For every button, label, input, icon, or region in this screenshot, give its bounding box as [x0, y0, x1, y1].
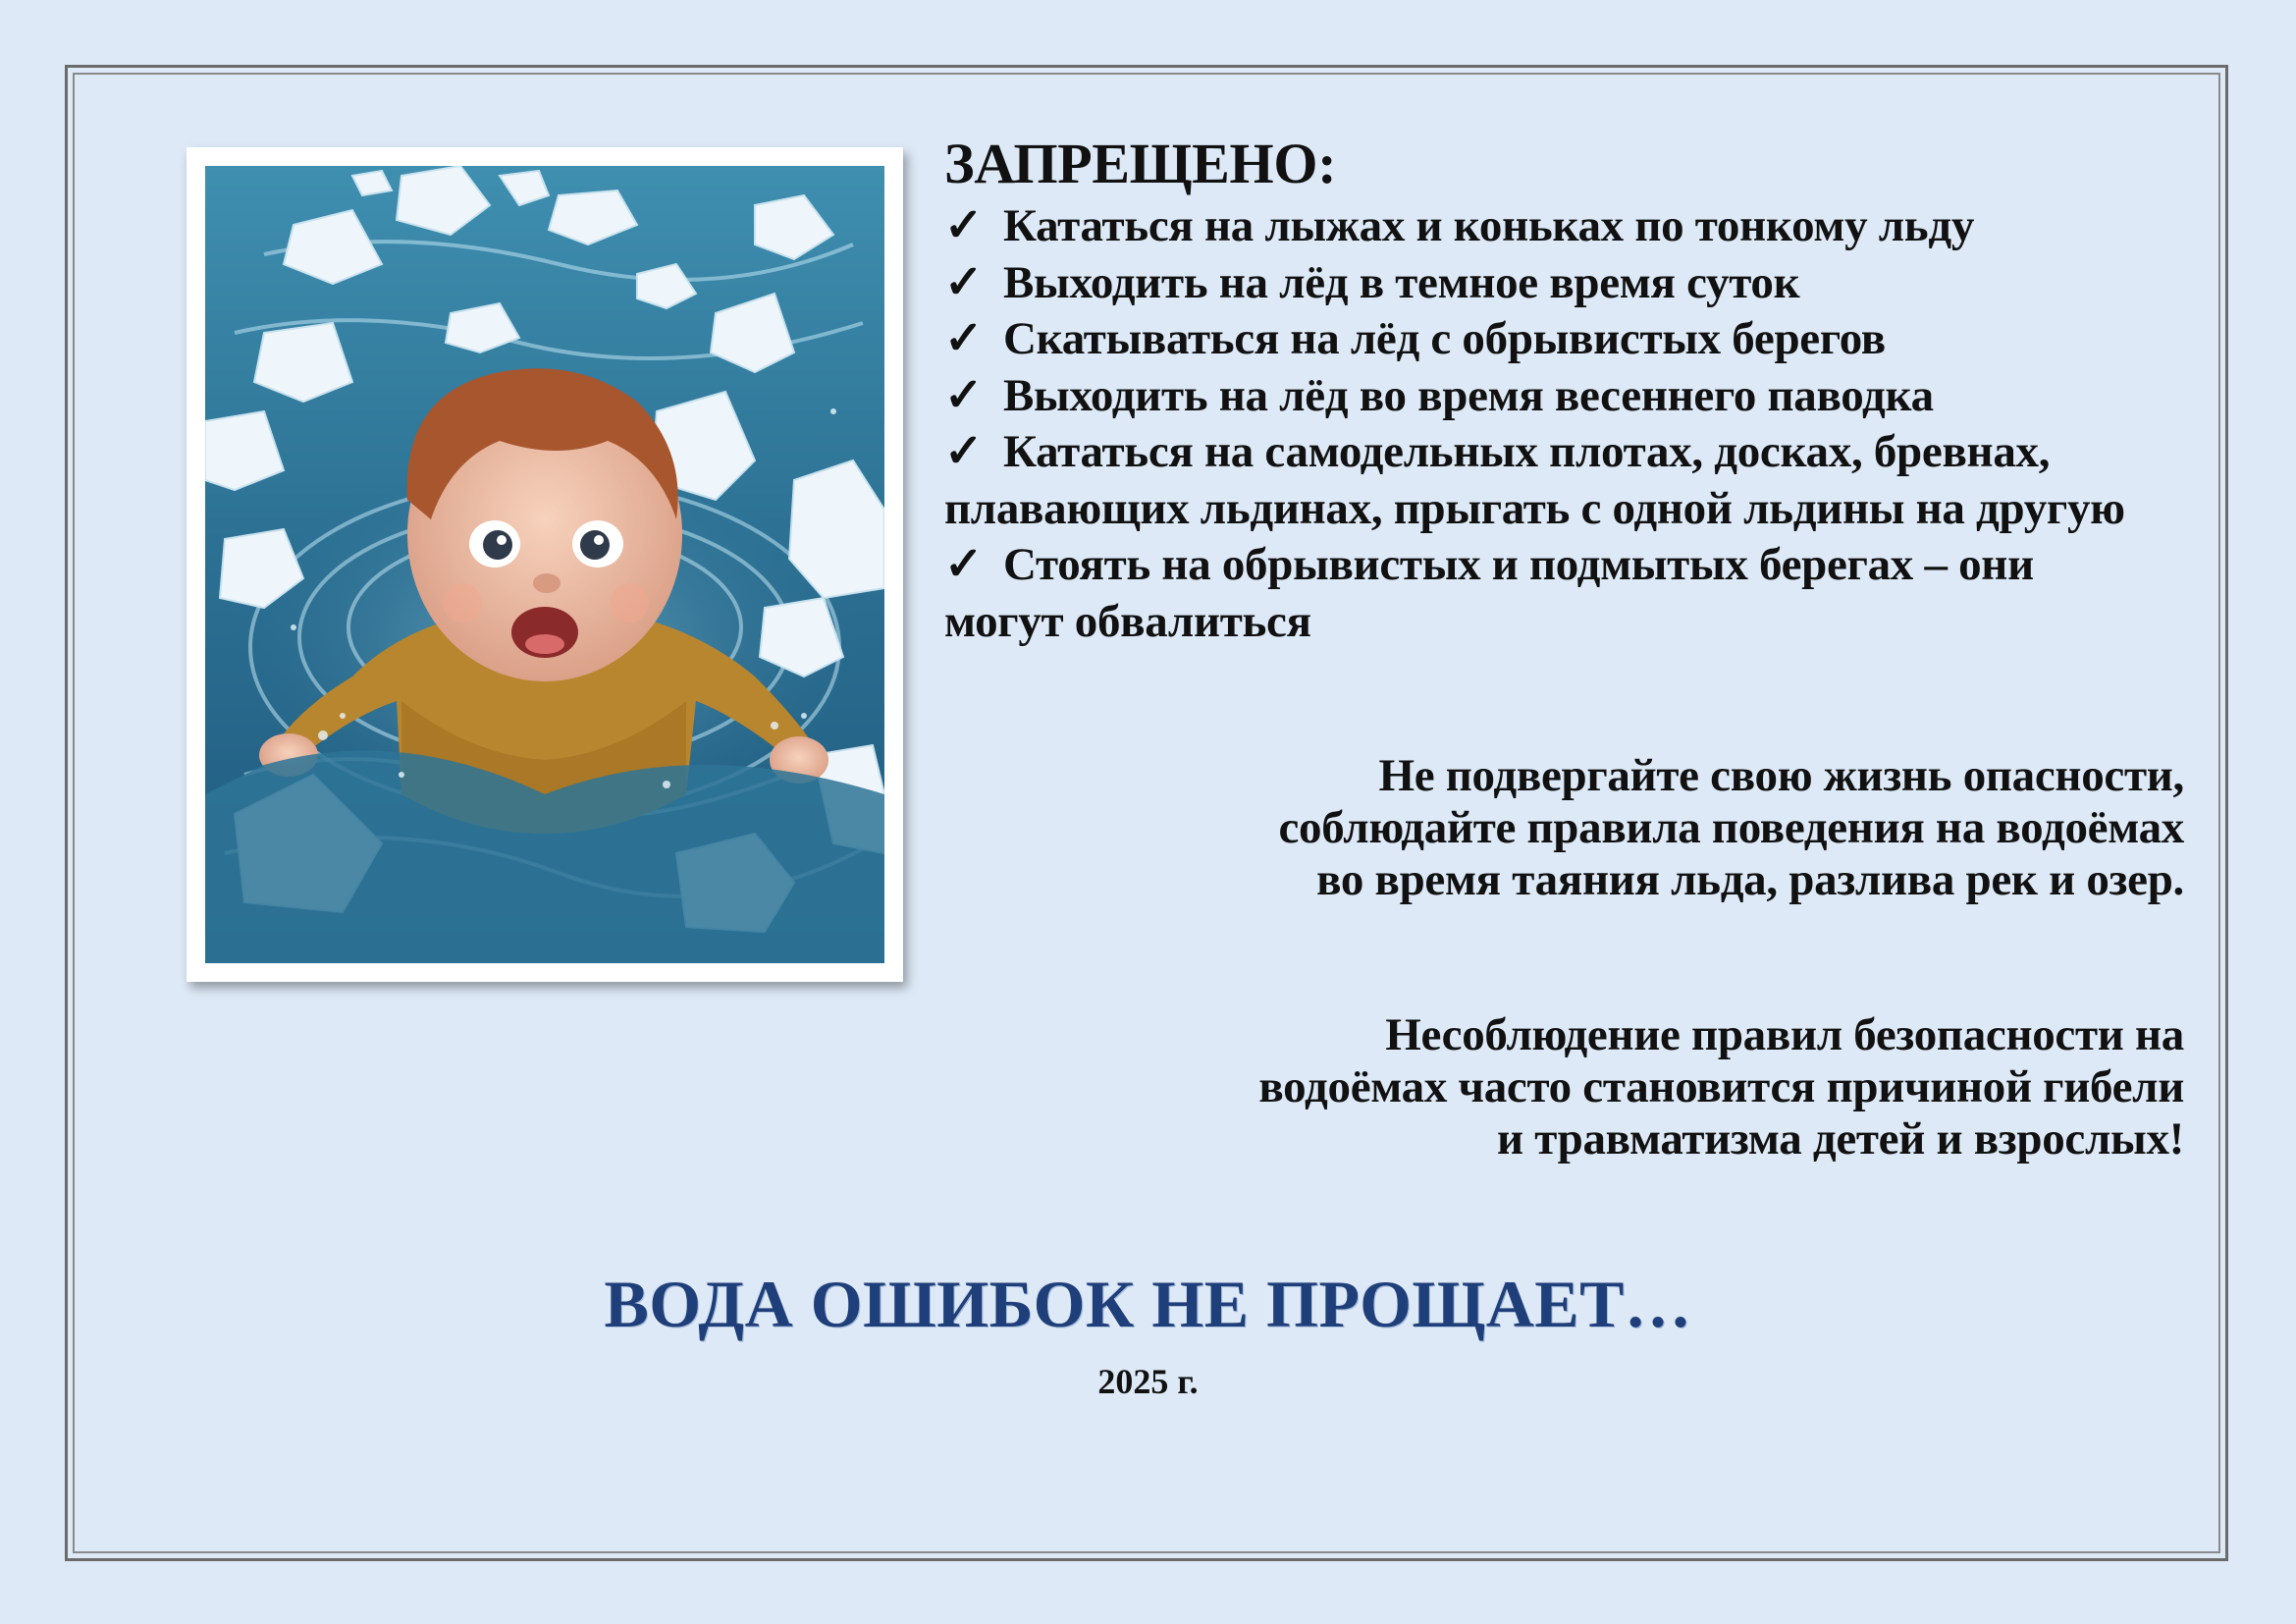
illustration-drawing — [205, 166, 884, 963]
list-item-text: Скатываться на лёд с обрывистых берегов — [1003, 313, 1886, 364]
slogan: ВОДА ОШИБОК НЕ ПРОЩАЕТ… — [604, 1267, 1692, 1341]
warning-paragraph-2 — [1006, 1009, 2184, 1165]
warning-line: Не подвергайте свою жизнь опасности, — [1378, 750, 2184, 801]
warning-line: Несоблюдение правил безопасности на — [1385, 1009, 2184, 1060]
list-item — [944, 311, 2220, 368]
warning-line: соблюдайте правила поведения на водоёмах — [1278, 802, 2184, 853]
list-item — [944, 255, 2220, 312]
list-item-text: Выходить на лёд во время весеннего паводка — [1003, 369, 1934, 421]
warning-line: во время таяния льда, разлива рек и озер. — [1316, 854, 2184, 905]
check-icon: ✓ — [944, 256, 984, 308]
list-item-text: Кататься на лыжах и коньках по тонкому льду — [1003, 200, 1975, 251]
warning-line: и травматизма детей и взрослых! — [1497, 1113, 2184, 1164]
list-item-text: Стоять на обрывистых и подмытых берегах – они — [1003, 539, 2034, 590]
forbidden-list — [944, 130, 2220, 650]
list-item — [944, 198, 2220, 255]
check-icon: ✓ — [944, 426, 984, 477]
list-item-continuation: плавающих льдинах, прыгать с одной льдины на другую — [944, 482, 2125, 534]
warning-line: водоёмах часто становится причиной гибели — [1258, 1061, 2184, 1112]
list-item-continuation: могут обвалиться — [944, 595, 1311, 647]
list-title: ЗАПРЕЩЕНО: — [944, 132, 1337, 195]
warning-paragraph-1 — [1006, 750, 2184, 906]
illustration-card — [187, 147, 903, 982]
year-label: 2025 г. — [1097, 1362, 1199, 1401]
list-item — [944, 537, 2220, 594]
list-item-text: Кататься на самодельных плотах, досках, бревнах, — [1003, 426, 2051, 477]
list-item — [944, 368, 2220, 425]
list-item-text: Выходить на лёд в темное время суток — [1003, 256, 1800, 308]
check-icon: ✓ — [944, 313, 984, 364]
list-item — [944, 424, 2220, 481]
check-icon: ✓ — [944, 200, 984, 251]
child-in-icy-water-illustration — [205, 166, 884, 963]
check-icon: ✓ — [944, 539, 984, 590]
check-icon: ✓ — [944, 369, 984, 421]
